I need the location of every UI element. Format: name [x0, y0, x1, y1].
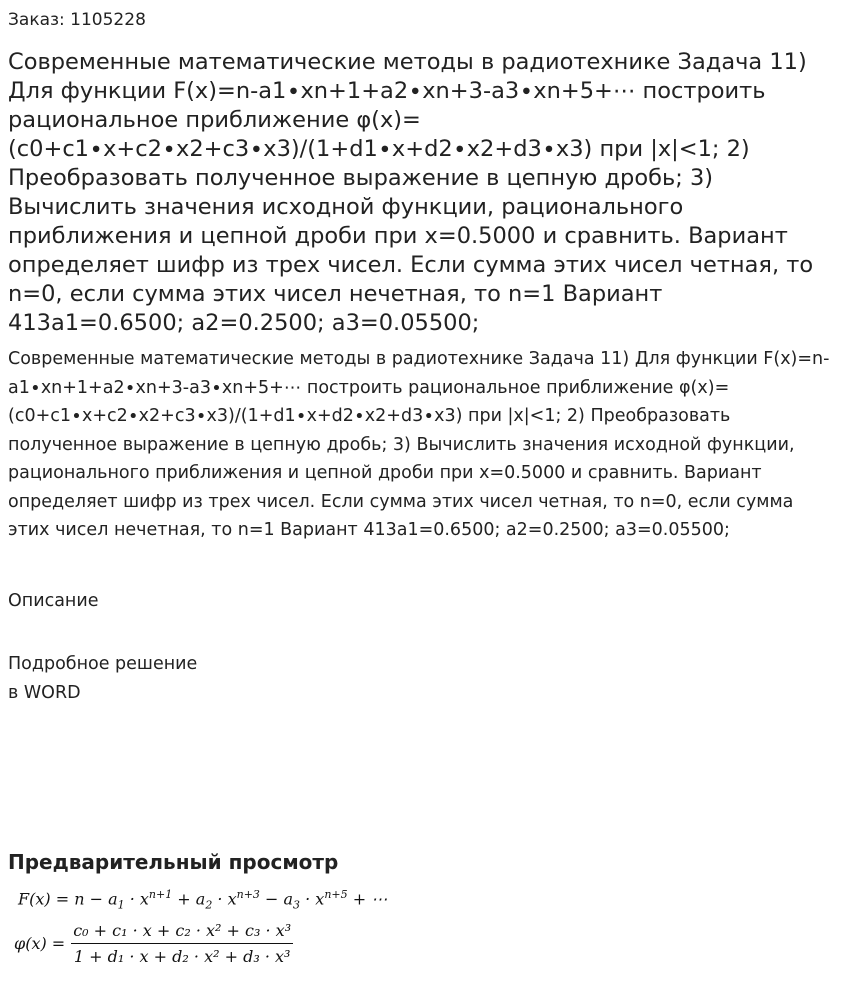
formula-phi-numerator: c₀ + c₁ · x + c₂ · x² + c₃ · x³ — [71, 921, 293, 944]
preview-heading: Предварительный просмотр — [8, 850, 339, 874]
task-title: Современные математические методы в радиотехнике Задача 11) Для функции F(x)=n-a1∙xn+1+a2∙xn+3-a3∙xn+5+⋯ построить рациональное приближение φ(x)=(c0+c1∙x+c2∙x2+c3∙x3)/(1+d1∙x+d2∙x2+d3∙x3) при |x|<1; 2) Преобразовать полученное выражение в цепную дробь; 3) Вычислить значения исходной функции, рационального приближения и цепной дроби при x=0.5000 и сравнить. Вариант определяет шифр из трех чисел. Если сумма этих чисел четная, то n=0, если сумма этих чисел нечетная, то n=1 Вариант 413a1=0.6500; a2=0.2500; a3=0.05500; — [8, 49, 814, 336]
description-line-2: в WORD — [8, 682, 81, 703]
task-description: Современные математические методы в радиотехнике Задача 11) Для функции F(x)=n-a1∙xn+1+a2∙xn+3-a3∙xn+5+⋯ построить рациональное приближение φ(x)=(c0+c1∙x+c2∙x2+c3∙x3)/(1+d1∙x+d2∙x2+d3∙x3) при |x|<1; 2) Преобразовать полученное выражение в цепную дробь; 3) Вычислить значения исходной функции, рационального приближения и цепной дроби при x=0.5000 и сравнить. Вариант определяет шифр из трех чисел. Если сумма этих чисел четная, то n=0, если сумма этих чисел нечетная, то n=1 Вариант 413a1=0.6500; a2=0.2500; a3=0.05500; — [8, 349, 830, 540]
formula-phi — [14, 921, 293, 966]
formula-phi-fraction — [71, 921, 293, 966]
order-number: Заказ: 1105228 — [8, 10, 146, 30]
formula-phi-lhs: φ(x) = — [14, 934, 66, 953]
description-line-1: Подробное решение — [8, 654, 198, 674]
formula-f: $F(x) = n - a_1 \cdot x^{n+1} + a_2 \cdot x^{n+3} - a_3 \cdot x^{n+5}$ + ⋯ — [18, 888, 388, 912]
formula-phi-denominator: 1 + d₁ · x + d₂ · x² + d₃ · x³ — [73, 947, 291, 966]
description-label: Описание — [8, 591, 99, 611]
description-text — [8, 650, 197, 707]
